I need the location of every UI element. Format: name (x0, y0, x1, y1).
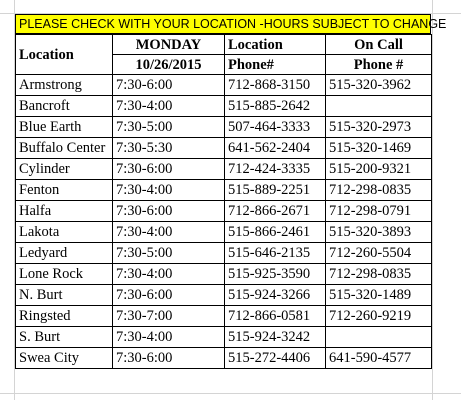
location-cell[interactable]: Armstrong (16, 75, 113, 96)
hours-cell[interactable]: 7:30-6:00 (113, 159, 225, 180)
oncall-phone-cell[interactable]: 712-298-0835 (326, 180, 432, 201)
location-phone-cell[interactable]: 712-866-0581 (225, 306, 326, 327)
hours-table (15, 34, 432, 369)
gridline (0, 393, 461, 394)
oncall-phone-cell[interactable]: 515-320-1469 (326, 138, 432, 159)
oncall-phone-cell[interactable] (326, 327, 432, 348)
hours-cell[interactable]: 7:30-6:00 (113, 348, 225, 369)
oncall-header-top[interactable]: On Call (326, 35, 432, 55)
location-phone-cell[interactable]: 712-424-3335 (225, 159, 326, 180)
oncall-phone-cell[interactable]: 712-260-5504 (326, 243, 432, 264)
location-phone-cell[interactable]: 507-464-3333 (225, 117, 326, 138)
table-row (16, 222, 432, 243)
location-cell[interactable]: Blue Earth (16, 117, 113, 138)
location-cell[interactable]: Cylinder (16, 159, 113, 180)
location-cell[interactable]: Ledyard (16, 243, 113, 264)
hours-cell[interactable]: 7:30-4:00 (113, 222, 225, 243)
oncall-phone-cell[interactable]: 712-298-0791 (326, 201, 432, 222)
location-phone-cell[interactable]: 712-868-3150 (225, 75, 326, 96)
location-phone-header-bottom[interactable]: Phone# (225, 55, 326, 75)
oncall-phone-cell[interactable]: 515-320-1489 (326, 285, 432, 306)
location-phone-header-top[interactable]: Location (225, 35, 326, 55)
table-row (16, 306, 432, 327)
table-row (16, 75, 432, 96)
hours-cell[interactable]: 7:30-4:00 (113, 180, 225, 201)
oncall-phone-cell[interactable]: 641-590-4577 (326, 348, 432, 369)
day-header[interactable]: MONDAY (113, 35, 225, 55)
location-phone-cell[interactable]: 515-866-2461 (225, 222, 326, 243)
hours-cell[interactable]: 7:30-4:00 (113, 96, 225, 117)
location-header[interactable]: Location (16, 35, 113, 75)
table-row (16, 159, 432, 180)
location-phone-cell[interactable]: 515-885-2642 (225, 96, 326, 117)
location-phone-cell[interactable]: 641-562-2404 (225, 138, 326, 159)
table-row (16, 285, 432, 306)
table-row (16, 348, 432, 369)
hours-cell[interactable]: 7:30-5:00 (113, 117, 225, 138)
location-cell[interactable]: Lakota (16, 222, 113, 243)
location-cell[interactable]: Buffalo Center (16, 138, 113, 159)
location-cell[interactable]: Lone Rock (16, 264, 113, 285)
location-phone-cell[interactable]: 515-925-3590 (225, 264, 326, 285)
hours-cell[interactable]: 7:30-6:00 (113, 285, 225, 306)
table-row (16, 201, 432, 222)
table-row (16, 243, 432, 264)
location-cell[interactable]: Swea City (16, 348, 113, 369)
table-row (16, 138, 432, 159)
hours-cell[interactable]: 7:30-7:00 (113, 306, 225, 327)
table-row (16, 180, 432, 201)
location-cell[interactable]: N. Burt (16, 285, 113, 306)
location-phone-cell[interactable]: 515-924-3266 (225, 285, 326, 306)
hours-notice-banner[interactable]: PLEASE CHECK WITH YOUR LOCATION -HOURS SUBJECT TO CHANGE (15, 14, 431, 34)
location-phone-cell[interactable]: 515-889-2251 (225, 180, 326, 201)
location-cell[interactable]: Fenton (16, 180, 113, 201)
hours-cell[interactable]: 7:30-4:00 (113, 327, 225, 348)
location-phone-cell[interactable]: 515-924-3242 (225, 327, 326, 348)
hours-cell[interactable]: 7:30-6:00 (113, 75, 225, 96)
location-phone-cell[interactable]: 515-646-2135 (225, 243, 326, 264)
oncall-phone-cell[interactable]: 515-320-3962 (326, 75, 432, 96)
hours-cell[interactable]: 7:30-5:00 (113, 243, 225, 264)
hours-table-body (16, 35, 432, 369)
location-phone-cell[interactable]: 515-272-4406 (225, 348, 326, 369)
oncall-phone-cell[interactable]: 515-200-9321 (326, 159, 432, 180)
table-row (16, 327, 432, 348)
location-cell[interactable]: Halfa (16, 201, 113, 222)
oncall-phone-cell[interactable]: 712-260-9219 (326, 306, 432, 327)
oncall-header-bottom[interactable]: Phone # (326, 55, 432, 75)
header-row-1 (16, 35, 432, 55)
table-row (16, 117, 432, 138)
oncall-phone-cell[interactable] (326, 96, 432, 117)
table-row (16, 264, 432, 285)
hours-cell[interactable]: 7:30-5:30 (113, 138, 225, 159)
location-cell[interactable]: Ringsted (16, 306, 113, 327)
oncall-phone-cell[interactable]: 712-298-0835 (326, 264, 432, 285)
hours-cell[interactable]: 7:30-4:00 (113, 264, 225, 285)
oncall-phone-cell[interactable]: 515-320-2973 (326, 117, 432, 138)
hours-cell[interactable]: 7:30-6:00 (113, 201, 225, 222)
location-cell[interactable]: S. Burt (16, 327, 113, 348)
location-phone-cell[interactable]: 712-866-2671 (225, 201, 326, 222)
gridline (432, 0, 433, 400)
oncall-phone-cell[interactable]: 515-320-3893 (326, 222, 432, 243)
date-header[interactable]: 10/26/2015 (113, 55, 225, 75)
table-row (16, 96, 432, 117)
location-cell[interactable]: Bancroft (16, 96, 113, 117)
